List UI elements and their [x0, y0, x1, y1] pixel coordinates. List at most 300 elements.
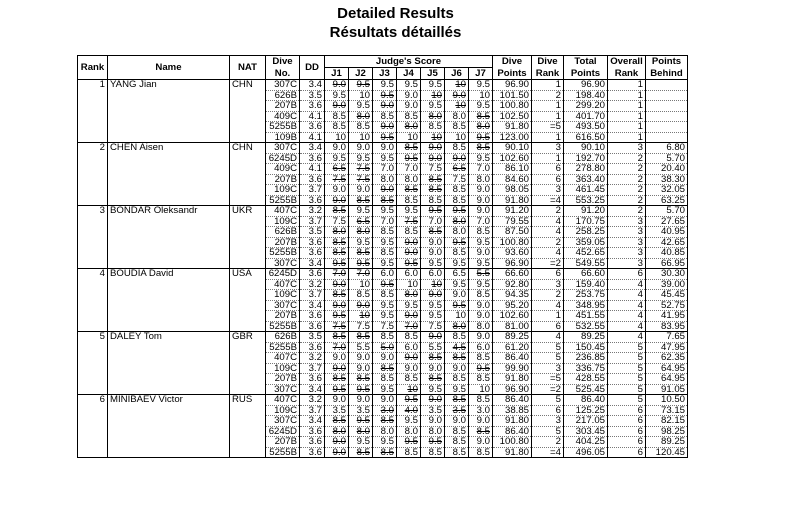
dive-rank: 3: [532, 185, 564, 196]
total-points: 96.90: [564, 80, 608, 91]
judge-score: 9.5: [421, 311, 445, 322]
judge-score: 7.0: [397, 321, 421, 332]
dive-points: 61.20: [493, 342, 532, 353]
dive-row: [78, 143, 688, 154]
judge-score: 9.0: [469, 311, 493, 322]
judge-score: 9.0: [397, 363, 421, 374]
total-points: 525.45: [564, 384, 608, 395]
judge-score: 3.5: [325, 405, 349, 416]
total-points: 428.55: [564, 374, 608, 385]
judge-score: 3.5: [349, 405, 373, 416]
judge-score: 9.5: [469, 363, 493, 374]
points-behind: 40.95: [646, 227, 688, 238]
judge-score: 7.5: [397, 216, 421, 227]
judge-score: 9.5: [397, 153, 421, 164]
judge-score: 9.0: [325, 80, 349, 91]
judge-score: 9.0: [445, 416, 469, 427]
header-judge-4: J4: [397, 68, 421, 80]
judge-score: 9.0: [469, 437, 493, 448]
athlete-name: BOUDIA David: [108, 269, 230, 332]
dive-number: 307C: [266, 384, 300, 395]
judge-score: 9.0: [349, 143, 373, 154]
document-title: Detailed Results: [337, 5, 454, 22]
points-behind: 6.80: [646, 143, 688, 154]
judge-score: 7.0: [325, 342, 349, 353]
dive-points: 89.25: [493, 332, 532, 343]
judge-score: 9.0: [469, 332, 493, 343]
dive-rank: 2: [532, 437, 564, 448]
document-header: [0, 4, 791, 42]
total-points: 125.25: [564, 405, 608, 416]
points-behind: 45.45: [646, 290, 688, 301]
judge-score: 8.5: [469, 143, 493, 154]
total-points: 86.40: [564, 395, 608, 406]
judge-score: 8.5: [445, 248, 469, 259]
dive-number: 5255B: [266, 122, 300, 133]
degree-of-difficulty: 3.2: [300, 206, 325, 217]
degree-of-difficulty: 3.5: [300, 332, 325, 343]
judge-score: 9.5: [325, 258, 349, 269]
judge-score: 9.5: [469, 132, 493, 143]
judge-score: 9.5: [373, 237, 397, 248]
overall-rank: 5: [608, 342, 646, 353]
judge-score: 7.0: [349, 269, 373, 280]
judge-score: 9.5: [397, 80, 421, 91]
overall-rank: 4: [608, 321, 646, 332]
dive-row: [78, 269, 688, 280]
dive-points: 90.10: [493, 143, 532, 154]
dive-points: 96.90: [493, 80, 532, 91]
points-behind: 89.25: [646, 437, 688, 448]
header-overall-rank-top: Overall: [608, 56, 646, 68]
dive-points: 100.80: [493, 101, 532, 112]
judge-score: 8.5: [421, 174, 445, 185]
judge-score: 9.5: [397, 395, 421, 406]
judge-score: 8.0: [445, 216, 469, 227]
header-points-behind-top: Points: [646, 56, 688, 68]
dive-number: 5255B: [266, 248, 300, 259]
judge-score: 9.0: [421, 416, 445, 427]
points-behind: [646, 101, 688, 112]
judge-score: 8.5: [349, 195, 373, 206]
judge-score: 9.0: [469, 416, 493, 427]
dive-points: 123.00: [493, 132, 532, 143]
judge-score: 9.0: [373, 122, 397, 133]
dive-points: 86.40: [493, 426, 532, 437]
dive-number: 307C: [266, 143, 300, 154]
dive-number: 207B: [266, 437, 300, 448]
points-behind: [646, 111, 688, 122]
judge-score: 9.0: [349, 300, 373, 311]
dive-rank: 6: [532, 321, 564, 332]
judge-score: 10: [445, 80, 469, 91]
judge-score: 8.5: [325, 290, 349, 301]
overall-rank: 6: [608, 447, 646, 458]
judge-score: 10: [421, 90, 445, 101]
dive-points: 66.60: [493, 269, 532, 280]
judge-score: 7.5: [421, 164, 445, 175]
points-behind: [646, 90, 688, 101]
judge-score: 7.5: [349, 321, 373, 332]
degree-of-difficulty: 3.6: [300, 122, 325, 133]
dive-number: 407C: [266, 353, 300, 364]
judge-score: 4.5: [445, 342, 469, 353]
judge-score: 9.5: [421, 206, 445, 217]
dive-rank: 3: [532, 279, 564, 290]
dive-rank: =2: [532, 258, 564, 269]
judge-score: 8.0: [421, 111, 445, 122]
overall-rank: 5: [608, 384, 646, 395]
judge-score: 9.5: [373, 311, 397, 322]
dive-number: 109C: [266, 363, 300, 374]
judge-score: 10: [445, 132, 469, 143]
judge-score: 9.0: [421, 332, 445, 343]
judge-score: 8.5: [397, 374, 421, 385]
overall-rank: 2: [608, 195, 646, 206]
header-dive-rank-top: Dive: [532, 56, 564, 68]
degree-of-difficulty: 3.7: [300, 185, 325, 196]
degree-of-difficulty: 3.7: [300, 290, 325, 301]
degree-of-difficulty: 3.4: [300, 143, 325, 154]
overall-rank: 3: [608, 143, 646, 154]
dive-rank: =4: [532, 195, 564, 206]
overall-rank: 6: [608, 437, 646, 448]
degree-of-difficulty: 3.4: [300, 416, 325, 427]
dive-points: 100.80: [493, 437, 532, 448]
judge-score: 10: [325, 132, 349, 143]
points-behind: 42.65: [646, 237, 688, 248]
judge-score: 9.0: [349, 395, 373, 406]
total-points: 404.25: [564, 437, 608, 448]
judge-score: 10: [397, 279, 421, 290]
dive-number: 626B: [266, 90, 300, 101]
header-dive-no-bottom: No.: [266, 68, 300, 80]
points-behind: [646, 122, 688, 133]
judge-score: 9.0: [325, 185, 349, 196]
judge-score: 8.5: [397, 111, 421, 122]
dive-number: 207B: [266, 174, 300, 185]
total-points: 451.55: [564, 311, 608, 322]
degree-of-difficulty: 3.6: [300, 311, 325, 322]
dive-rank: 4: [532, 248, 564, 259]
dive-points: 91.80: [493, 447, 532, 458]
athlete-nat: UKR: [230, 206, 266, 269]
judge-score: 7.5: [325, 216, 349, 227]
judge-score: 10: [445, 101, 469, 112]
judge-score: 8.5: [373, 363, 397, 374]
athlete-name: DALEY Tom: [108, 332, 230, 395]
judge-score: 9.5: [349, 384, 373, 395]
header-total-points-bottom: Points: [564, 68, 608, 80]
judge-score: 8.5: [445, 122, 469, 133]
judge-score: 9.0: [445, 290, 469, 301]
overall-rank: 5: [608, 374, 646, 385]
total-points: 278.80: [564, 164, 608, 175]
athlete-rank: 2: [78, 143, 108, 206]
judge-score: 7.0: [325, 269, 349, 280]
overall-rank: 2: [608, 164, 646, 175]
total-points: 496.05: [564, 447, 608, 458]
judge-score: 8.0: [397, 290, 421, 301]
table-header: [78, 56, 688, 80]
dive-rank: 2: [532, 206, 564, 217]
total-points: 170.75: [564, 216, 608, 227]
judge-score: 10: [421, 279, 445, 290]
judge-score: 9.0: [373, 353, 397, 364]
athlete-name: YANG Jian: [108, 80, 230, 143]
total-points: 89.25: [564, 332, 608, 343]
judge-score: 9.0: [325, 143, 349, 154]
dive-rank: 3: [532, 143, 564, 154]
overall-rank: 1: [608, 122, 646, 133]
dive-number: 109B: [266, 132, 300, 143]
judge-score: 8.5: [373, 447, 397, 458]
judge-score: 5.5: [469, 269, 493, 280]
header-dive-points-top: Dive: [493, 56, 532, 68]
judge-score: 8.5: [349, 374, 373, 385]
judge-score: 8.5: [397, 185, 421, 196]
dive-points: 86.10: [493, 164, 532, 175]
judge-score: 9.5: [325, 311, 349, 322]
dive-points: 101.50: [493, 90, 532, 101]
degree-of-difficulty: 3.6: [300, 426, 325, 437]
dive-points: 81.00: [493, 321, 532, 332]
points-behind: 63.25: [646, 195, 688, 206]
judge-score: 3.5: [421, 405, 445, 416]
dive-number: 109C: [266, 216, 300, 227]
judge-score: 8.0: [325, 426, 349, 437]
dive-rank: 5: [532, 426, 564, 437]
dive-rank: 5: [532, 395, 564, 406]
judge-score: 8.5: [325, 237, 349, 248]
judge-score: 3.0: [469, 405, 493, 416]
degree-of-difficulty: 3.6: [300, 342, 325, 353]
judge-score: 9.0: [373, 395, 397, 406]
judge-score: 9.5: [421, 258, 445, 269]
dive-rank: 4: [532, 300, 564, 311]
total-points: 616.50: [564, 132, 608, 143]
judge-score: 8.5: [421, 122, 445, 133]
athlete-nat: CHN: [230, 80, 266, 143]
judge-score: 9.0: [445, 363, 469, 374]
judge-score: 9.0: [325, 363, 349, 374]
dive-points: 91.80: [493, 195, 532, 206]
judge-score: 10: [349, 311, 373, 322]
judge-score: 8.5: [349, 122, 373, 133]
dive-number: 626B: [266, 332, 300, 343]
judge-score: 8.5: [421, 185, 445, 196]
judge-score: 9.5: [349, 153, 373, 164]
dive-points: 99.90: [493, 363, 532, 374]
header-judge-1: J1: [325, 68, 349, 80]
points-behind: 27.65: [646, 216, 688, 227]
dive-number: 307C: [266, 416, 300, 427]
degree-of-difficulty: 4.1: [300, 164, 325, 175]
total-points: 90.10: [564, 143, 608, 154]
total-points: 150.45: [564, 342, 608, 353]
judge-score: 5.5: [421, 342, 445, 353]
total-points: 198.40: [564, 90, 608, 101]
dive-rank: 1: [532, 111, 564, 122]
judge-score: 9.5: [469, 237, 493, 248]
judge-score: 8.5: [469, 111, 493, 122]
overall-rank: 4: [608, 332, 646, 343]
points-behind: 66.95: [646, 258, 688, 269]
judge-score: 9.5: [397, 258, 421, 269]
points-behind: 39.00: [646, 279, 688, 290]
judge-score: 9.0: [469, 206, 493, 217]
judge-score: 6.0: [469, 342, 493, 353]
judge-score: 8.5: [469, 227, 493, 238]
judge-score: 9.5: [469, 101, 493, 112]
header-dive-rank-bottom: Rank: [532, 68, 564, 80]
dive-number: 109C: [266, 185, 300, 196]
judge-score: 9.5: [445, 206, 469, 217]
total-points: 258.25: [564, 227, 608, 238]
judge-score: 9.0: [469, 300, 493, 311]
overall-rank: 1: [608, 111, 646, 122]
judge-score: 8.5: [349, 248, 373, 259]
overall-rank: 6: [608, 405, 646, 416]
judge-score: 9.0: [325, 195, 349, 206]
judge-score: 9.5: [445, 384, 469, 395]
degree-of-difficulty: 3.6: [300, 237, 325, 248]
degree-of-difficulty: 3.7: [300, 363, 325, 374]
judge-score: 8.5: [397, 447, 421, 458]
judge-score: 9.0: [373, 143, 397, 154]
points-behind: 47.95: [646, 342, 688, 353]
points-behind: 5.70: [646, 153, 688, 164]
header-nat: NAT: [230, 56, 266, 80]
dive-number: 5255B: [266, 195, 300, 206]
overall-rank: 5: [608, 395, 646, 406]
judge-score: 7.5: [325, 174, 349, 185]
judge-score: 9.5: [349, 437, 373, 448]
points-behind: 64.95: [646, 374, 688, 385]
judge-score: 8.5: [373, 227, 397, 238]
judge-score: 9.0: [397, 248, 421, 259]
overall-rank: 1: [608, 90, 646, 101]
judge-score: 8.5: [445, 195, 469, 206]
total-points: 461.45: [564, 185, 608, 196]
judge-score: 8.0: [469, 174, 493, 185]
judge-score: 6.0: [397, 269, 421, 280]
header-name: Name: [108, 56, 230, 80]
degree-of-difficulty: 3.4: [300, 80, 325, 91]
judge-score: 8.5: [325, 332, 349, 343]
total-points: 363.40: [564, 174, 608, 185]
judge-score: 8.5: [469, 426, 493, 437]
judge-score: 9.0: [421, 143, 445, 154]
judge-score: 8.0: [469, 122, 493, 133]
judge-score: 7.5: [349, 174, 373, 185]
header-judge-2: J2: [349, 68, 373, 80]
total-points: 299.20: [564, 101, 608, 112]
dive-points: 95.20: [493, 300, 532, 311]
dive-points: 102.60: [493, 311, 532, 322]
dive-rank: 1: [532, 101, 564, 112]
judge-score: 9.5: [373, 258, 397, 269]
overall-rank: 2: [608, 206, 646, 217]
points-behind: 91.05: [646, 384, 688, 395]
judge-score: 9.5: [445, 258, 469, 269]
judge-score: 6.0: [397, 342, 421, 353]
judge-score: 9.0: [397, 101, 421, 112]
overall-rank: 4: [608, 279, 646, 290]
points-behind: [646, 80, 688, 91]
judge-score: 9.5: [373, 437, 397, 448]
judge-score: 9.0: [445, 153, 469, 164]
dive-number: 207B: [266, 311, 300, 322]
judge-score: 8.5: [445, 185, 469, 196]
degree-of-difficulty: 4.1: [300, 132, 325, 143]
dive-number: 307C: [266, 80, 300, 91]
judge-score: 7.5: [421, 321, 445, 332]
dive-row: [78, 206, 688, 217]
header-judge-6: J6: [445, 68, 469, 80]
judge-score: 9.0: [325, 353, 349, 364]
total-points: 66.60: [564, 269, 608, 280]
judge-score: 8.5: [325, 248, 349, 259]
athlete-nat: USA: [230, 269, 266, 332]
points-behind: 64.95: [646, 363, 688, 374]
judge-score: 8.5: [325, 416, 349, 427]
athlete-rank: 3: [78, 206, 108, 269]
dive-number: 626B: [266, 227, 300, 238]
judge-score: 8.5: [445, 353, 469, 364]
dive-rank: =2: [532, 384, 564, 395]
judge-score: 9.5: [421, 80, 445, 91]
dive-rank: 4: [532, 332, 564, 343]
judge-score: 9.5: [445, 279, 469, 290]
points-behind: 7.65: [646, 332, 688, 343]
judge-score: 9.5: [373, 153, 397, 164]
judge-score: 8.0: [421, 426, 445, 437]
judge-score: 9.5: [349, 80, 373, 91]
judge-score: 10: [349, 279, 373, 290]
header-dd: DD: [300, 56, 325, 80]
dive-rank: 4: [532, 216, 564, 227]
judge-score: 9.0: [421, 153, 445, 164]
total-points: 553.25: [564, 195, 608, 206]
dive-rank: 2: [532, 237, 564, 248]
header-rank: Rank: [78, 56, 108, 80]
judge-score: 9.0: [325, 101, 349, 112]
judge-score: 9.0: [397, 353, 421, 364]
dive-points: 102.50: [493, 111, 532, 122]
dive-rank: 1: [532, 311, 564, 322]
judge-score: 8.5: [445, 143, 469, 154]
overall-rank: 4: [608, 290, 646, 301]
header-total-points-top: Total: [564, 56, 608, 68]
overall-rank: 2: [608, 174, 646, 185]
degree-of-difficulty: 3.2: [300, 395, 325, 406]
dive-number: 109C: [266, 290, 300, 301]
dive-rank: 4: [532, 227, 564, 238]
dive-points: 84.60: [493, 174, 532, 185]
overall-rank: 4: [608, 311, 646, 322]
dive-points: 96.90: [493, 258, 532, 269]
judge-score: 10: [469, 384, 493, 395]
degree-of-difficulty: 3.6: [300, 269, 325, 280]
dive-rank: 1: [532, 153, 564, 164]
points-behind: 120.45: [646, 447, 688, 458]
judge-score: 8.5: [397, 332, 421, 343]
judge-score: 8.5: [421, 447, 445, 458]
overall-rank: 2: [608, 185, 646, 196]
judge-score: 9.0: [349, 353, 373, 364]
dive-points: 79.55: [493, 216, 532, 227]
